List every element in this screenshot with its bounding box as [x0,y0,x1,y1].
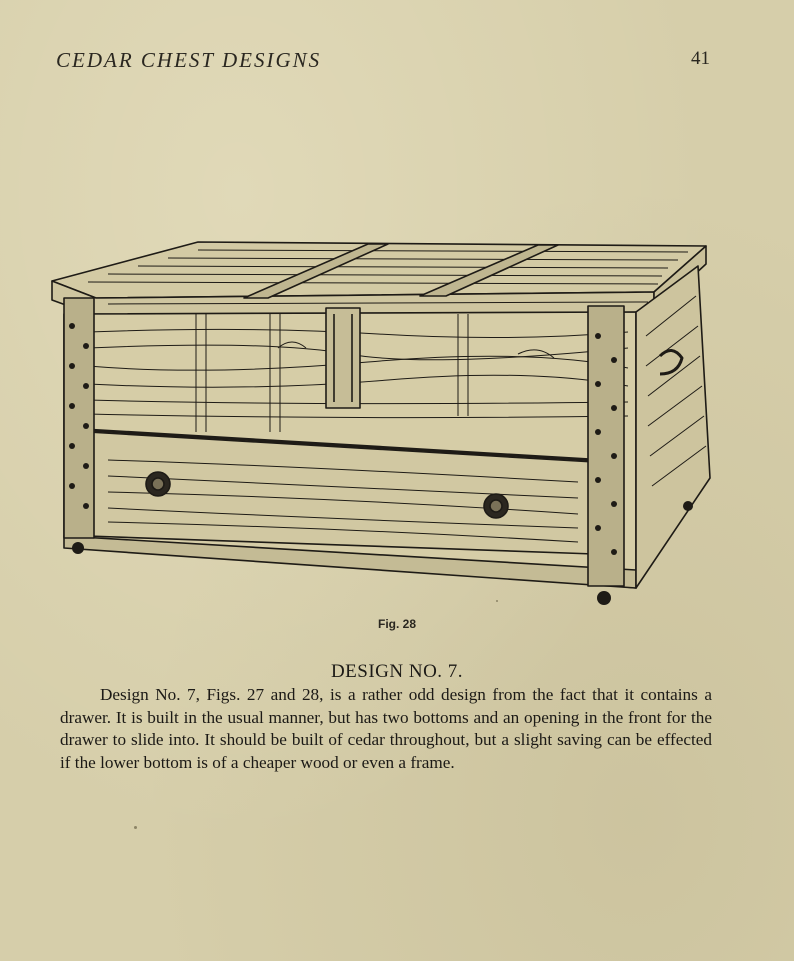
figure-caption: Fig. 28 [377,617,416,631]
body-text [60,684,712,774]
cedar-chest-illustration [48,236,720,616]
paper-speck [134,826,137,829]
page-number: 41 [691,48,710,69]
paper-speck [496,600,498,602]
section-heading: DESIGN NO. 7. [330,661,464,682]
paragraph: Design No. 7, Figs. 27 and 28, is a rather odd design from the fact that it contains a drawer. It is built in the usual manner, but has two bottoms and an opening in the front for the drawer to slide into. It should be built of cedar throughout, but a slight saving can be effected if the lower bottom is of a cheaper wood or even a frame. [60,685,712,772]
chest-drawing [48,236,720,616]
page-header [56,48,710,78]
running-title: CEDAR CHEST DESIGNS [56,48,322,72]
